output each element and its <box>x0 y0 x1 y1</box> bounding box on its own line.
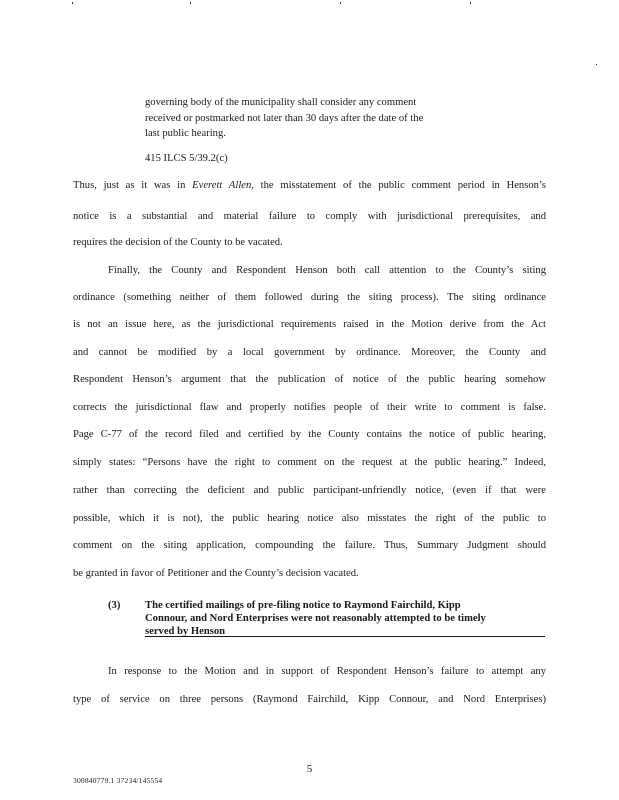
paragraph-line: simply states: “Persons have the right to comment on the request at the public hearing.” Indeed, <box>73 457 546 468</box>
quote-line: received or postmarked not later than 30 days after the date of the <box>145 112 424 124</box>
scan-speck <box>596 64 597 65</box>
block-quote <box>145 95 475 142</box>
paragraph-line: and cannot be modified by a local government by ordinance. Moreover, the County and <box>73 347 546 358</box>
paragraph-line: is not an issue here, as the jurisdictional requirements raised in the Motion derive from the Act <box>73 319 546 330</box>
paragraph-line: Finally, the County and Respondent Henson both call attention to the County’s siting <box>108 265 546 276</box>
paragraph-line: rather than correcting the deficient and public participant-unfriendly notice, (even if that were <box>73 485 546 496</box>
case-name: Everett Allen <box>192 180 252 191</box>
paragraph-line: possible, which it is not), the public hearing notice also misstates the right of the public to <box>73 513 546 524</box>
scan-speck <box>190 2 191 4</box>
heading-line: served by Henson <box>145 625 226 637</box>
heading-line: Connour, and Nord Enterprises were not reasonably attempted to be timely <box>145 612 486 624</box>
text-segment: , the misstatement of the public comment period in Henson’s <box>251 180 546 191</box>
statute-citation: 415 ILCS 5/39.2(c) <box>145 153 228 164</box>
scan-speck <box>340 2 341 4</box>
heading-underline <box>145 636 545 637</box>
section-number: (3) <box>108 600 121 611</box>
paragraph-line: corrects the jurisdictional flaw and properly notifies people of their write to comment is false. <box>73 402 546 413</box>
paragraph-line <box>73 180 546 191</box>
paragraph-line: Respondent Henson’s argument that the publication of notice of the public hearing somehow <box>73 374 546 385</box>
section-heading <box>145 600 545 638</box>
paragraph-line: be granted in favor of Petitioner and the County’s decision vacated. <box>73 568 359 579</box>
paragraph-line: comment on the siting application, compounding the failure. Thus, Summary Judgment should <box>73 540 546 551</box>
paragraph-line: type of service on three persons (Raymond Fairchild, Kipp Connour, and Nord Enterprises) <box>73 694 546 705</box>
quote-line: last public hearing. <box>145 128 226 139</box>
scan-speck <box>470 2 471 4</box>
paragraph-line: ordinance (something neither of them followed during the siting process). The siting ordinance <box>73 292 546 303</box>
paragraph-line: In response to the Motion and in support of Respondent Henson’s failure to attempt any <box>108 666 546 677</box>
paragraph-line: Page C-77 of the record filed and certified by the County contains the notice of public hearing, <box>73 429 546 440</box>
page-number: 5 <box>306 763 313 775</box>
paragraph-line: notice is a substantial and material failure to comply with jurisdictional prerequisites, and <box>73 211 546 222</box>
heading-line: The certified mailings of pre-filing notice to Raymond Fairchild, Kipp <box>145 600 461 611</box>
document-id: 300840779.1 37234/145554 <box>73 776 163 785</box>
text-segment: Thus, just as it was in <box>73 180 193 191</box>
paragraph-line: requires the decision of the County to be vacated. <box>73 237 283 248</box>
scan-speck <box>72 2 73 4</box>
quote-line: governing body of the municipality shall consider any comment <box>145 97 417 108</box>
